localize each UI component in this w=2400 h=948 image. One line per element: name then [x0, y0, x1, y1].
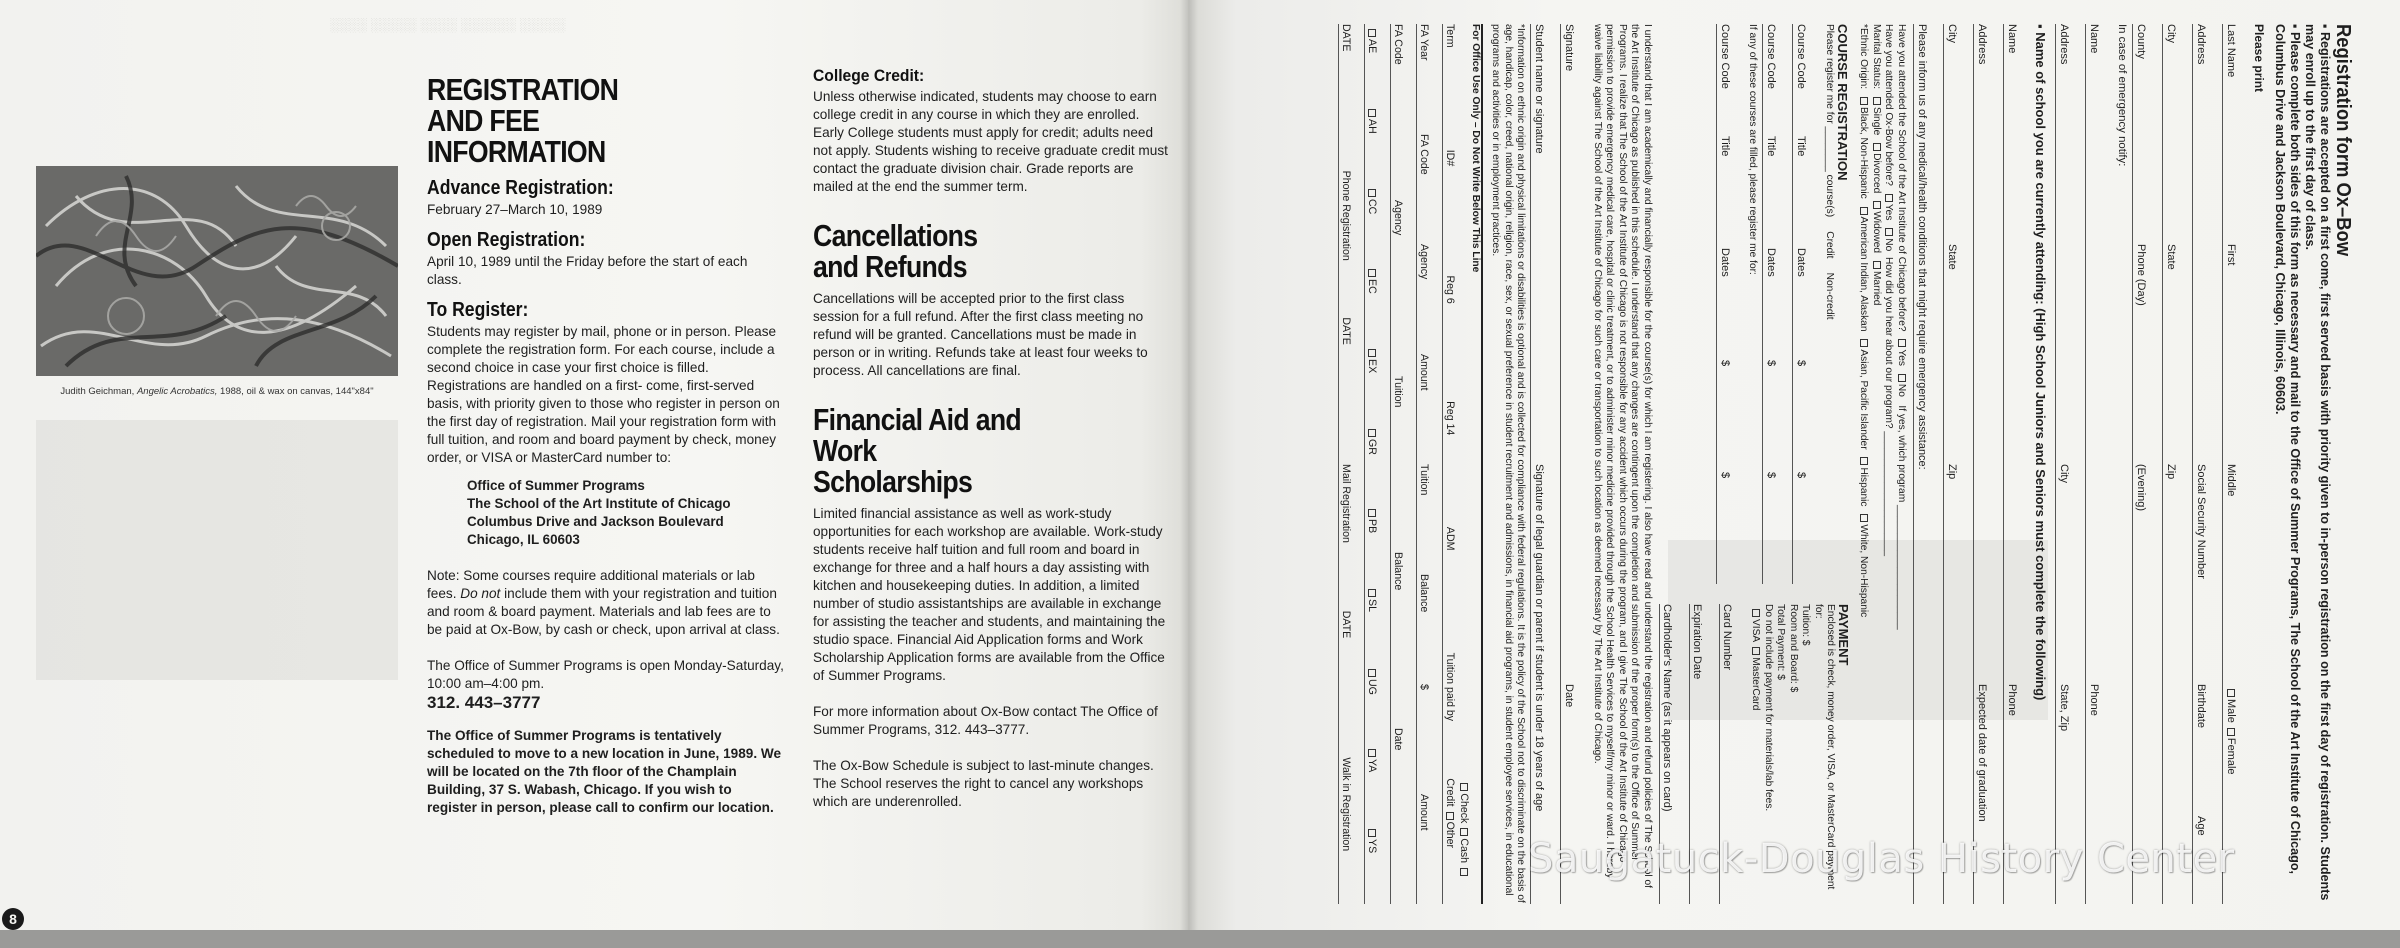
- field-label: First: [2225, 244, 2237, 266]
- form-row-school-address: [1973, 24, 2003, 904]
- address-line: The School of the Art Institute of Chicago: [467, 496, 731, 511]
- field-label: $: [1765, 360, 1778, 367]
- form-row-city: [2162, 24, 2192, 904]
- checkbox[interactable]: [1369, 509, 1377, 517]
- field-label: Date: [1563, 684, 1576, 708]
- field-label: Last Name: [2225, 24, 2237, 78]
- emergency-label: In case of emergency notify:: [2116, 24, 2128, 167]
- form-row-emergency-name: [2085, 24, 2115, 904]
- field-label: Title: [1719, 136, 1731, 157]
- guardian-signature-row: [1531, 24, 1561, 904]
- bleed-through-image: [36, 420, 398, 680]
- checkbox[interactable]: [1753, 609, 1761, 617]
- to-register-text: Students may register by mail, phone or in person. Please complete the registration form. For each course, include a second choice in case your first choice is filled. Registrations are handled on a first- come, first-served basis, with priority given to those who register in person on the first day of registration. Mail your registration form with full tuition, and room and board payment by check, money order, or VISA or MasterCard number to:: [427, 324, 780, 465]
- form-row-county: [2132, 24, 2162, 904]
- checkbox[interactable]: [1873, 261, 1881, 269]
- field-label: City: [2058, 464, 2070, 483]
- course-row: [1763, 24, 1793, 584]
- office-hours: The Office of Summer Programs is open Monday-Saturday, 10:00 am–4:00 pm.: [427, 658, 784, 691]
- table-edge: [0, 930, 2400, 948]
- payment-text: Enclosed is check, money order, VISA, or MasterCard payment for:: [1813, 604, 1837, 890]
- liability-text: I understand that I am academically and financially responsible for the course(s) for which I am registering. I also have read and understand the registration and refund policies of The School of the Art Institute of Chicago as published in this schedule. I understand that any changes are contingent upon the completion and submission of the proper form(s) to the Office of Summer Programs. I realize that The School of the Art Institute of Chicago is not responsible for any accident which occurs during the program, and I give The School of the Art Institute of Chicago permission to provide emergency medical care, hospital or clinic treatment, or to administer minor medicine provided through the School Health Services to myself/my minor or ward. I hereby waive liability against The School of the Art Institute of Chicago for such care or transportation to such location as deemed necessary by The Art Institute of Chicago.: [1592, 24, 1653, 888]
- checkbox[interactable]: [1886, 228, 1894, 236]
- checkbox[interactable]: [1369, 29, 1377, 37]
- field-label: Birthdate: [2195, 684, 2207, 729]
- tuition-line: Tuition: $: [1800, 604, 1812, 646]
- mailing-address: [467, 477, 785, 549]
- spine-shadow: [1180, 0, 1198, 948]
- field-label: Address: [2058, 24, 2070, 65]
- office-use-heading: For Office Use Only – Do Not Write Below This Line: [1470, 24, 1481, 273]
- address-line: Office of Summer Programs: [467, 478, 645, 493]
- field-label: State: [1946, 244, 1958, 270]
- field-label: Social Security Number: [2195, 464, 2207, 579]
- registration-column: [427, 74, 785, 817]
- checkbox[interactable]: [1369, 829, 1377, 837]
- field-label: Age: [2195, 816, 2207, 836]
- field-label: Zip: [2165, 464, 2177, 480]
- course-row: [1716, 24, 1746, 584]
- course-and-payment: [1659, 24, 1857, 904]
- checkbox[interactable]: [1898, 339, 1906, 347]
- page-number: 8: [2, 908, 24, 930]
- field-label: Student name or signature: [1533, 24, 1546, 154]
- left-page: [0, 0, 1188, 940]
- course-row: [1793, 24, 1823, 584]
- field-label: Zip: [1946, 464, 1958, 480]
- checkbox[interactable]: [1861, 97, 1869, 105]
- materials-note: Note: Some courses require additional materials or lab fees. Do not include them with your registration and tuition and room & board payment. Materials and lab fees are to be paid at Ox-Bow, by cash or check, upon arrival at class.: [427, 568, 780, 637]
- payment-heading: PAYMENT: [1836, 604, 1851, 666]
- checkbox[interactable]: [1369, 749, 1377, 757]
- bleed-through-text: ░░░░ ░░░░░ ░░░░ ░░░░░░ ░░░░░: [330, 17, 566, 32]
- field-label: Female: [2225, 737, 2237, 775]
- field-label: (Evening): [2135, 464, 2147, 512]
- field-label: $: [1719, 472, 1731, 479]
- registration-form: [1204, 24, 2354, 904]
- checkbox[interactable]: [1873, 97, 1881, 105]
- form-intro-1: ▪ Registrations are accepted on a first come, first served basis with priority given to in-person registration on the first day of registration. Students may enroll up to the first day of class.: [2303, 24, 2332, 901]
- checkbox[interactable]: [1369, 429, 1377, 437]
- checkbox[interactable]: [1461, 828, 1469, 836]
- field-label: Name: [2088, 24, 2100, 54]
- address-line: Columbus Drive and Jackson Boulevard: [467, 514, 724, 529]
- field-label: Course Code: [1795, 24, 1808, 89]
- field-label: City: [1946, 24, 1958, 43]
- to-register-heading: To Register:: [427, 299, 529, 321]
- field-label: Signature: [1563, 24, 1576, 72]
- field-label: Title: [1765, 136, 1778, 157]
- cardholder-field[interactable]: Cardholder's Name (as it appears on card): [1659, 604, 1689, 904]
- office-row-1: Term ID# Reg 6 Reg 14 ADM Tuition paid by CheckCashCreditOther: [1443, 24, 1469, 904]
- expiration-field[interactable]: Expiration Date: [1689, 604, 1719, 904]
- checkbox[interactable]: [1873, 201, 1881, 209]
- checkbox[interactable]: [1861, 339, 1869, 347]
- nondiscrimination-text: *Information on ethnic origin and physical limitations or disabilities is optional and is collected for compliance with federal regulations. It is the policy of the School not to discriminate on the basis of age, handicap, color, creed, national origin, religion, race, sex, or sexual preference in student recruitment and admissions, in financial aid programs, in student employee services, in educational programs and activities or in employment practices.: [1490, 24, 1527, 903]
- address-line: Chicago, IL 60603: [467, 532, 580, 547]
- financial-aid-heading: Financial Aid and Work Scholarships: [813, 402, 1022, 499]
- office-row-4: AE AH CC EC EX GR PB SL UG YA YS: [1365, 24, 1391, 904]
- office-phone: 312. 443–3777: [427, 693, 541, 712]
- attended-question-1: Have you attended the School of the Art Institute of Chicago before? Yes No If yes, which program ______________________: [1896, 24, 1907, 630]
- checkbox[interactable]: [1898, 374, 1906, 382]
- field-label: Phone (Day): [2135, 244, 2147, 306]
- move-notice: The Office of Summer Programs is tentatively scheduled to move to a new location in June, 1989. We will be located on the 7th floor of the Champlain Building, 37 S. Wabash, Chicago. If you wish to register in person, please call to confirm our location.: [427, 728, 782, 815]
- field-label: $: [1765, 472, 1778, 479]
- no-materials-note: Do not include payment for materials/lab fees.: [1763, 604, 1774, 812]
- checkbox[interactable]: [2227, 689, 2235, 697]
- field-label: Middle: [2225, 464, 2237, 497]
- open-registration-heading: Open Registration:: [427, 229, 586, 251]
- course-heading: COURSE REGISTRATION: [1835, 24, 1850, 181]
- checkbox[interactable]: [1369, 669, 1377, 677]
- checkbox[interactable]: [1447, 812, 1455, 820]
- checkbox[interactable]: [1861, 207, 1869, 215]
- field-label: Dates: [1719, 248, 1731, 277]
- form-row-emergency-address: [2055, 24, 2085, 904]
- card-number-field[interactable]: Card Number: [1719, 604, 1749, 904]
- field-label: Please inform us of any medical/health conditions that might require emergency assistance:: [1916, 24, 1928, 470]
- field-label: Course Code: [1765, 24, 1778, 89]
- ethnic-origin: *Ethnic Origin: Black, Non-Hispanic American Indian, Alaskan Asian, Pacific Islander Hispanic White, Non-Hispanic: [1858, 24, 1870, 618]
- attended-question-2: Have you attended Ox-Bow before? Yes No How did you hear about our program? ______________________: [1883, 24, 1895, 557]
- office-row-3: FA Code Agency Tuition Balance Date: [1391, 24, 1417, 904]
- checkbox[interactable]: [1861, 457, 1869, 465]
- field-label: Address: [1976, 24, 1988, 65]
- checkbox[interactable]: [1369, 589, 1377, 597]
- form-row-school-city: [1943, 24, 1973, 904]
- field-label: City: [2165, 24, 2177, 43]
- office-row-5: DATE Phone Registration DATE Mail Registration DATE Walk in Registration: [1339, 24, 1365, 904]
- form-row-name: [2222, 24, 2252, 904]
- signature-row: [1561, 24, 1591, 904]
- advance-registration-heading: Advance Registration:: [427, 177, 614, 199]
- field-label: $: [1795, 472, 1808, 479]
- field-label: Name: [2006, 24, 2018, 54]
- field-label: Address: [2195, 24, 2207, 65]
- course-registration: [1659, 24, 1857, 584]
- checkbox[interactable]: [1369, 269, 1377, 277]
- marital-status: Marital Status: Single Divorced Widowed Married: [1871, 24, 1882, 306]
- checkbox[interactable]: [1369, 189, 1377, 197]
- field-label: Male: [2225, 699, 2237, 723]
- checkbox[interactable]: [1873, 143, 1881, 151]
- schedule-note: The Ox-Bow Schedule is subject to last-minute changes. The School reserves the right to cancel any workshops which are underenrolled.: [813, 758, 1154, 809]
- open-registration-text: April 10, 1989 until the Friday before the start of each class.: [427, 254, 748, 287]
- field-label: County: [2135, 24, 2147, 59]
- artwork-caption: Judith Geichman, Angelic Acrobatics, 1988, oil & wax on canvas, 144"x84": [60, 386, 374, 397]
- policies-column: [813, 66, 1171, 811]
- checkbox[interactable]: [1886, 194, 1894, 202]
- more-info-text: For more information about Ox-Bow contact The Office of Summer Programs, 312. 443–3777.: [813, 704, 1158, 737]
- checkbox[interactable]: [1369, 109, 1377, 117]
- cancellations-text: Cancellations will be accepted prior to the first class session for a full refund. After the first class meeting no refund will be granted. Cancellations must be made in person or in writing. Refunds take at least four weeks to process. All cancellations are final.: [813, 291, 1148, 378]
- checkbox[interactable]: [1861, 514, 1869, 522]
- cancellations-heading: Cancellations and Refunds: [813, 218, 978, 284]
- checkbox[interactable]: [1369, 349, 1377, 357]
- field-label: Expected date of graduation: [1976, 684, 1988, 822]
- office-row-2: FA Year FA Code Agency Amount Tuition Balance $ Amount: [1417, 24, 1443, 904]
- advance-registration-dates: February 27–March 10, 1989: [427, 202, 603, 217]
- field-label: Phone: [2088, 684, 2100, 716]
- financial-aid-text: Limited financial assistance as well as work-study opportunities for each workshop are available. Work-study students receive half tuition and full room and board in exchange for three and a half hours a day assisting with kitchen and housekeeping duties. In addition, a limited number of studio assistantships are available in exchange for assisting the teacher and students, and maintaining the studio space. Financial Aid Application forms and Work Scholarship Application forms are available from the Office of Summer Programs.: [813, 506, 1166, 683]
- checkbox[interactable]: [2227, 728, 2235, 736]
- form-row-school-name: [2003, 24, 2033, 904]
- form-row-medical: [1913, 24, 1943, 904]
- artwork-image: [36, 166, 398, 376]
- total-line: Total Payment: $: [1775, 604, 1787, 680]
- field-label: Dates: [1795, 248, 1808, 277]
- alternate-line: If any of these courses are filled, please register me for:: [1747, 24, 1759, 275]
- field-label: Dates: [1765, 248, 1778, 277]
- college-credit-text: Unless otherwise indicated, students may choose to earn college credit in any course in which they are enrolled. Early College students must apply for credit; adults need not apply. Students wishing to receive graduate credit must contact the graduate division chair. Grade reports are mailed at the end the summer term.: [813, 89, 1168, 194]
- please-print: Please print: [2252, 24, 2266, 93]
- form-intro-2: ▪ Please complete both sides of this form as necessary and mail to the Office of Summer Programs, The School of the Art Institute of Chicago, Columbus Drive and Jackson Boulevard, Chicago, Illinois, 60603.: [2273, 24, 2302, 875]
- room-board-line: Room and Board: $: [1788, 604, 1799, 693]
- form-row-address: [2192, 24, 2222, 904]
- checkbox[interactable]: [1753, 647, 1761, 655]
- watermark: Saugatuck-Douglas History Center: [1528, 836, 2235, 882]
- field-label: State, Zip: [2058, 684, 2070, 732]
- card-type: VISAMasterCard: [1749, 604, 1762, 904]
- field-label: Course Code: [1719, 24, 1731, 89]
- field-label: Signature of legal guardian or parent if student is under 18 years of age: [1533, 464, 1546, 812]
- checkbox[interactable]: [1461, 868, 1469, 876]
- registration-heading: REGISTRATION AND FEE INFORMATION: [427, 72, 619, 169]
- course-count-line: Please register me for ________ course(s) Credit Non-credit: [1824, 24, 1835, 320]
- field-label: $: [1719, 360, 1731, 367]
- field-label: $: [1795, 360, 1808, 367]
- form-title: Registration form Ox–Bow: [2332, 24, 2354, 257]
- field-label: State: [2165, 244, 2177, 270]
- artwork-photo: [36, 166, 398, 376]
- college-credit-heading: College Credit:: [813, 66, 925, 85]
- field-label: Phone: [2006, 684, 2018, 716]
- office-use-divider: [1481, 24, 1483, 904]
- checkbox[interactable]: [1461, 783, 1469, 791]
- field-label: Title: [1795, 136, 1808, 157]
- school-line: ▪ Name of school you are currently attending: (High School Juniors and Seniors must complete the following): [2033, 24, 2048, 701]
